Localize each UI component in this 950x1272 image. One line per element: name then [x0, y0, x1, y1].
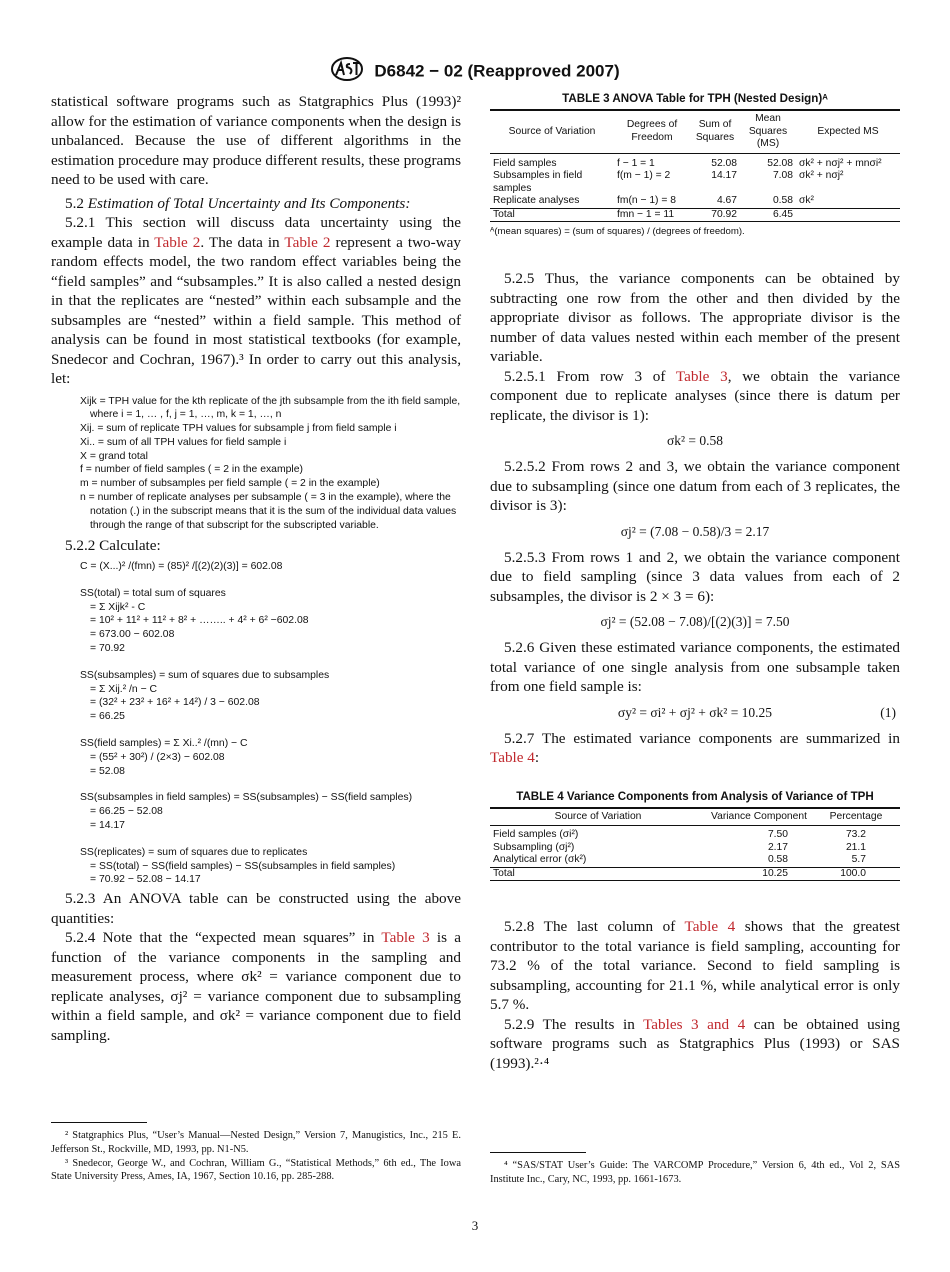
paragraph-5-2-2: 5.2.2 Calculate:: [65, 537, 161, 555]
calculation-block: [80, 560, 461, 887]
calc-ss-subsamples: SS(subsamples) = sum of squares due to subsamples = Σ Xij.² /n − C = (32² + 23² + 16² + 14²) / 3 − 602.08 = 66.25: [80, 669, 330, 723]
table-row: Analytical error (σk²) 0.58 5.7: [493, 854, 866, 865]
column-header: Source of Variation: [554, 810, 642, 822]
calc-ss-total: SS(total) = total sum of squares = Σ Xijk² - C = 10² + 11² + 11² + 8² + …….. + 4² + 6² −602.08 = 673.00 − 602.08 = 70.92: [80, 587, 309, 654]
table-3-link[interactable]: Table 3: [675, 367, 728, 385]
footnote-2: ² Statgraphics Plus, “User’s Manual—Nested Design,” Version 7, Manugistics, Inc., 215 E. Jefferson St., Rockville, MD, 1993, pp. N1-N5.: [51, 1130, 461, 1155]
paragraph-5-2-5-1: 5.2.5.1 From row 3 of Table 3, we obtain the variance component due to replicate analyses (since there is datum per replicate, the divisor is 1):: [490, 367, 900, 424]
definition-item: f = number of field samples ( = 2 in the example): [80, 464, 303, 476]
definition-item: m = number of subsamples per field sample ( = 2 in the example): [80, 478, 380, 490]
paragraph-5-2-9: 5.2.9 The results in Tables 3 and 4 can be obtained using software programs such as Statgraphics Plus (1993) or SAS (1993).²·⁴: [490, 1015, 900, 1072]
table-2-link[interactable]: Table 2: [284, 233, 331, 251]
column-header: Source of Variation: [508, 125, 596, 137]
table-row: Total 10.25 100.0: [490, 867, 900, 881]
definition-item: Xij. = sum of replicate TPH values for subsample j from field sample i: [80, 423, 397, 435]
page-header: [0, 56, 950, 87]
column-header: Percentage: [829, 810, 883, 822]
left-column: [51, 92, 462, 1183]
paragraph-5-2-4: 5.2.4 Note that the “expected mean squares” in Table 3 is a function of the variance components in the sampling and measurement process, where σk² = variance component due to replicate analyses, σj² = variance component due to subsampling within a field sample, and σk² = variance component due to field sampling.: [51, 929, 462, 1044]
definition-item: Xijk = TPH value for the kth replicate of the jth subsample from the ith field sample, where i = 1, … , f, j = 1, …, m, k = 1, …, n: [80, 395, 461, 421]
section-5-2-heading: 5.2 Estimation of Total Uncertainty and Its Components:: [65, 194, 411, 212]
astm-logo-icon: [330, 56, 364, 87]
definition-item: Xi.. = sum of all TPH values for field sample i: [80, 436, 287, 448]
column-header: Variance Component: [711, 810, 807, 822]
table-row: Field samples f − 1 = 1 52.08 52.08 σk² + nσj² + mnσi²: [493, 157, 882, 169]
equation-sigma-k: σk² = 0.58: [666, 433, 724, 448]
table-4-link[interactable]: Table 4: [490, 749, 535, 766]
paragraph-5-2-1: 5.2.1 This section will discuss data uncertainty using the example data in Table 2. The data in Table 2 represent a two-way random effects model, the two random effect variables being the “field samples” and “subsamples.” It is also called a nested design in that the replicates are “nested” within each subsample and the subsamples are “nested” within a field sample. This method of analysis can be found in most statistical textbooks (for example, Snedecor and Cochran, 1967).³ In order to carry out this analysis, let:: [51, 214, 462, 387]
right-footnotes: [490, 1152, 900, 1187]
footnote-3: ³ Snedecor, George W., and Cochran, William G., “Statistical Methods,” 6th ed., The Iowa State University Press, Ames, IA, 1967, Section 10.16, pp. 285-288.: [51, 1157, 461, 1183]
column-header: Mean Squares (MS): [748, 113, 788, 149]
table-3-footnote: ᴬ(mean squares) = (sum of squares) / (degrees of freedom).: [490, 226, 745, 237]
right-column: [490, 92, 900, 1185]
paragraph-5-2-7: 5.2.7 The estimated variance components are summarized in Table 4:: [490, 729, 900, 766]
calc-ss-subsamples-in-field: SS(subsamples in field samples) = SS(subsamples) − SS(field samples) = 66.25 − 52.08 = 14.17: [80, 792, 413, 831]
calc-c: C = (X...)² /(fmn) = (85)² /[(2)(2)(3)] = 602.08: [80, 560, 283, 572]
equation-sigma-j: σj² = (7.08 − 0.58)/3 = 2.17: [620, 523, 770, 539]
footnote-rule: [51, 1122, 147, 1123]
table-row: Field samples (σi²) 7.50 73.2: [493, 829, 866, 840]
variable-definitions: [80, 395, 461, 533]
paragraph-5-2-5-3: 5.2.5.3 From rows 1 and 2, we obtain the variance component due to field sampling (since 3 data values from each of 2 subsamples, the divisor is 2 × 3 = 6):: [490, 548, 900, 605]
paragraph-5-2-5-2: 5.2.5.2 From rows 2 and 3, we obtain the variance component due to subsampling (since one datum from each of 3 replicates, the divisor is 3):: [490, 458, 900, 514]
column-header: Degrees of Freedom: [626, 119, 678, 143]
calc-ss-field: SS(field samples) = Σ Xi..² /(mn) − C = (55² + 30²) / (2×3) − 602.08 = 52.08: [80, 737, 248, 777]
footnote-rule: [490, 1152, 586, 1153]
paragraph-intro: statistical software programs such as Statgraphics Plus (1993)² allow for the estimation of variance components when the design is unbalanced. Because the use of different algorithms in the estimation procedure may produce different results, these programs need to be used with care.: [51, 93, 461, 188]
table-4-caption: TABLE 4 Variance Components from Analysis of Variance of TPH: [516, 789, 874, 803]
tables-3-and-4-link[interactable]: Tables 3 and 4: [643, 1015, 746, 1033]
page-number: 3: [471, 1218, 479, 1233]
table-row: Subsampling (σj²) 2.17 21.1: [493, 841, 866, 853]
table-4: [490, 807, 900, 882]
paragraph-5-2-6: 5.2.6 Given these estimated variance components, the estimated total variance of one single analysis from one subsample taken from one field sample is:: [490, 639, 900, 695]
equation-sigma-i: σj² = (52.08 − 7.08)/[(2)(3)] = 7.50: [600, 614, 790, 629]
definition-item: X = grand total: [80, 450, 148, 462]
table-3-caption: TABLE 3 ANOVA Table for TPH (Nested Design)ᴬ: [562, 92, 828, 105]
table-header-row: [490, 808, 900, 826]
table-row: Replicate analyses fm(n − 1) = 8 4.67 0.58 σk²: [493, 195, 814, 206]
table-row: Subsamples in field samples f(m − 1) = 2 14.17 7.08 σk² + nσj²: [493, 170, 844, 194]
table-3-link[interactable]: Table 3: [381, 929, 430, 947]
table-row: Total fmn − 1 = 11 70.92 6.45: [490, 208, 900, 222]
table-4-link[interactable]: Table 4: [684, 918, 736, 935]
table-header-row: [490, 110, 900, 153]
table-3: [490, 109, 900, 222]
equation-number: (1): [880, 704, 896, 720]
paragraph-5-2-8: 5.2.8 The last column of Table 4 shows that the greatest contributor to the total variance is field sampling, accounting for 73.2 % of the total variance. Second to field sampling is subsampling, accounting for 21.1 %, while analytical error is only 5.7 %.: [490, 918, 900, 1013]
table-2-link[interactable]: Table 2: [154, 233, 201, 251]
left-footnotes: [51, 1122, 461, 1184]
column-header: Expected MS: [817, 125, 879, 137]
column-header: Sum of Squares: [695, 119, 735, 143]
paragraph-5-2-5: 5.2.5 Thus, the variance components can be obtained by subtracting one row from the other and then divided by the appropriate divisor as follows. The appropriate divisor is the number of data values nested within each member of the present variable.: [490, 270, 900, 365]
equation-1: σy² = σi² + σj² + σk² = 10.25 (1): [617, 704, 896, 720]
document-designation: D6842 − 02 (Reapproved 2007): [374, 61, 620, 81]
paragraph-5-2-3: 5.2.3 An ANOVA table can be constructed using the above quantities:: [51, 890, 461, 927]
calc-ss-replicates: SS(replicates) = sum of squares due to replicates = SS(total) − SS(field samples) − SS(subsamples in field samples) = 70.92 − 52.08 − 14.17: [80, 846, 396, 886]
footnote-4: ⁴ “SAS/STAT User’s Guide: The VARCOMP Procedure,” Version 6, 4th ed., Vol 2, SAS Institute Inc., Cary, NC, 1993, pp. 1661-1673.: [490, 1160, 900, 1185]
definition-item: n = number of replicate analyses per subsample ( = 3 in the example), where the notation (.) in the subscript means that it is the sum of the individual data values through the range of that subscript for the subscripted variable.: [80, 492, 457, 531]
